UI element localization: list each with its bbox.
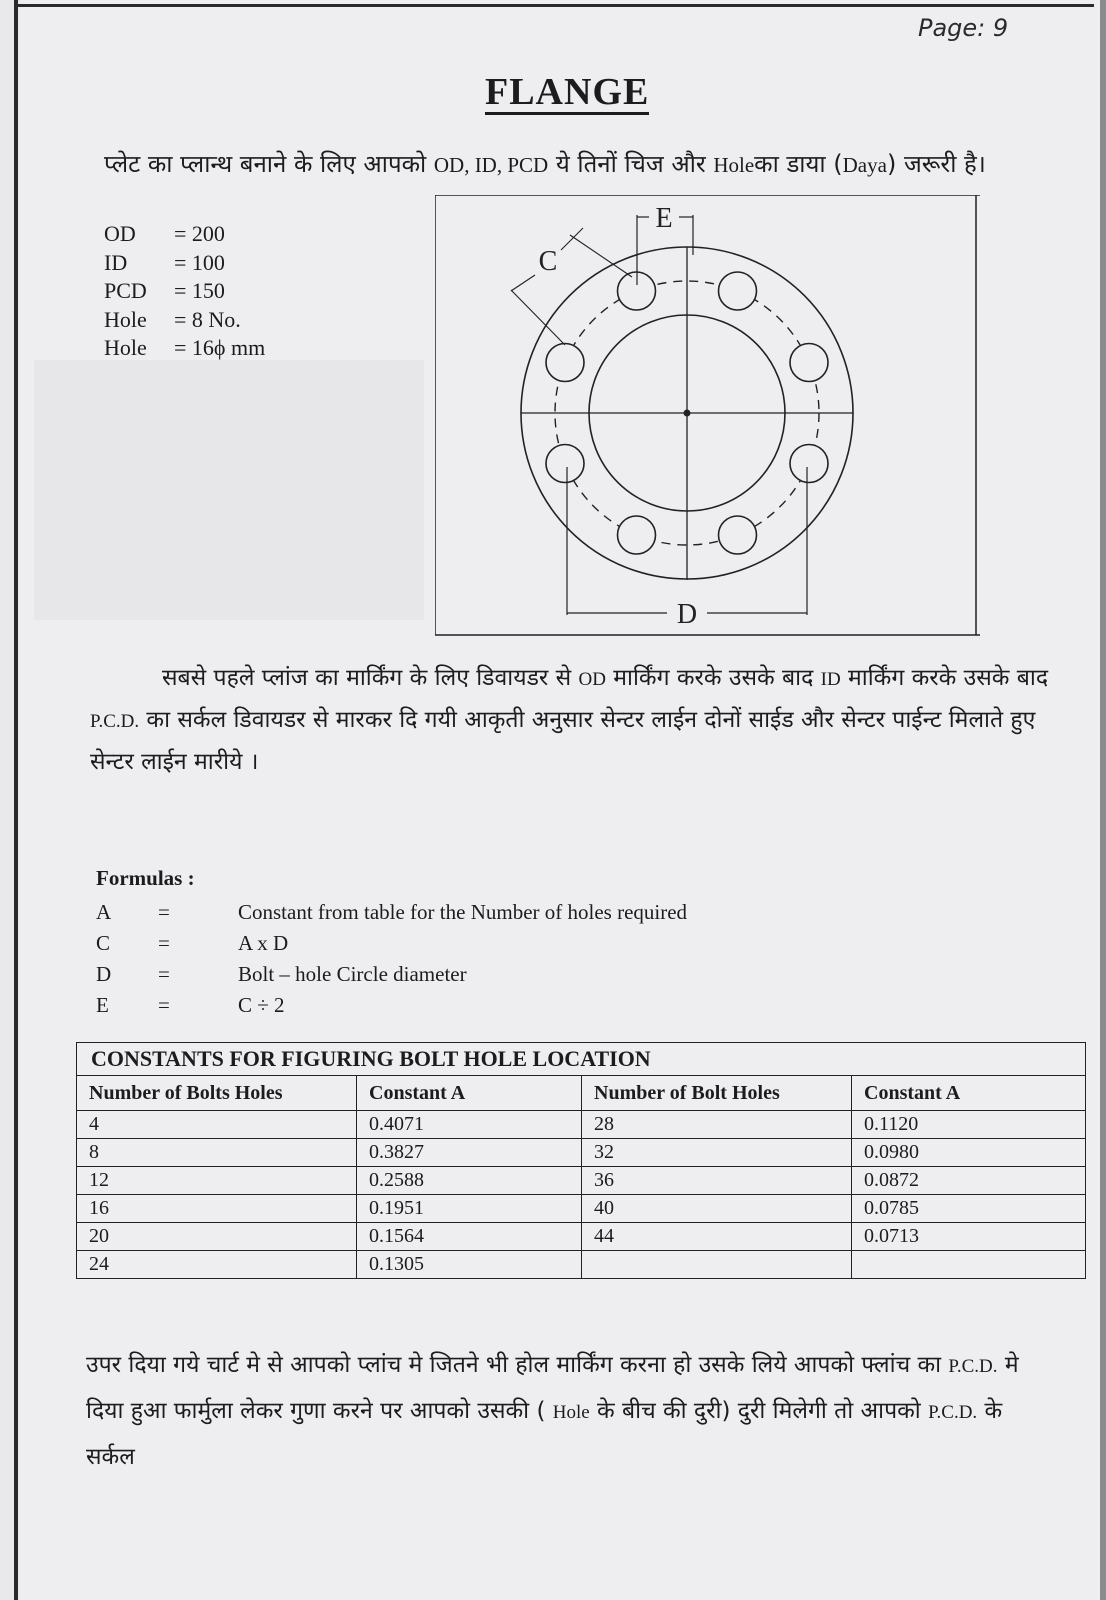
page-number: Page: 9 (918, 14, 1009, 42)
table-caption: CONSTANTS FOR FIGURING BOLT HOLE LOCATION (77, 1043, 1086, 1076)
spec-key: Hole (104, 306, 147, 332)
table-cell: 0.4071 (357, 1111, 582, 1139)
formula-equals: = (158, 931, 170, 955)
para-part: का सर्कल डिवायडर से मारकर दि गयी आकृती अनुसार सेन्टर लाईन दोनों साईड और सेन्टर पाईन्ट मिलाते हुए सेन्टर लाईन मारीये । (90, 707, 1036, 775)
spec-value: = 200 (174, 221, 225, 246)
spec-value: = 16ϕ mm (174, 335, 266, 360)
flange-drawing (435, 195, 995, 655)
bolt-hole (546, 344, 584, 382)
formulas-section (96, 866, 687, 1021)
intro-part: Hole (713, 153, 755, 177)
formula-equals: = (158, 993, 170, 1017)
constants-table (76, 1042, 1086, 1279)
spec-value: = 8 No. (174, 306, 241, 332)
closing-part: P.C.D. (948, 1356, 998, 1377)
formula-row (96, 959, 687, 990)
table-cell: 16 (77, 1195, 357, 1223)
formula-row (96, 990, 687, 1021)
table-cell: 12 (77, 1167, 357, 1195)
table-header: Constant A (852, 1076, 1086, 1111)
spec-row (104, 220, 265, 249)
bolt-hole (719, 516, 757, 554)
table-row (77, 1251, 1086, 1279)
table-row (77, 1167, 1086, 1195)
table-cell: 28 (582, 1111, 852, 1139)
table-header: Number of Bolt Holes (582, 1076, 852, 1111)
flange-diagram (435, 195, 995, 650)
dim-c-ext-2 (511, 290, 565, 345)
table-cell: 0.0980 (852, 1139, 1086, 1167)
formula-row (96, 897, 687, 928)
closing-text (86, 1343, 1056, 1479)
intro-part: OD, ID, PCD (433, 153, 549, 177)
binding-edge (14, 0, 18, 1600)
bolt-hole (790, 344, 828, 382)
table-cell: 0.1120 (852, 1111, 1086, 1139)
spec-key: OD (104, 221, 136, 246)
table-body (77, 1111, 1086, 1279)
para-part: P.C.D. (90, 711, 140, 732)
dim-d-label: D (676, 599, 698, 630)
intro-part: ) जरूरी है। (886, 150, 986, 178)
table-cell (852, 1251, 1086, 1279)
formula-equals: = (158, 900, 170, 924)
table-cell: 40 (582, 1195, 852, 1223)
table-cell: 0.1564 (357, 1223, 582, 1251)
formula-text: C ÷ 2 (238, 993, 285, 1017)
closing-part: मे दिया हुआ फार्मुला लेकर गुणा करने पर आपको उसकी ( (86, 1352, 1019, 1424)
table-cell: 44 (582, 1223, 852, 1251)
spec-value: = 100 (174, 249, 225, 275)
spec-row (104, 334, 265, 363)
table-row (77, 1111, 1086, 1139)
paper-shadow (34, 360, 424, 620)
table-cell: 4 (77, 1111, 357, 1139)
table-cell: 32 (582, 1139, 852, 1167)
formula-equals: = (158, 962, 170, 986)
table-row (77, 1139, 1086, 1167)
table-cell: 0.0872 (852, 1167, 1086, 1195)
page-title: FLANGE (485, 71, 650, 113)
bolt-hole (790, 445, 828, 483)
formulas-heading: Formulas : (96, 866, 195, 890)
table-cell (582, 1251, 852, 1279)
page-top-edge (14, 4, 1094, 7)
dim-c-line-2 (511, 275, 535, 291)
table-row (77, 1195, 1086, 1223)
dim-e-label: E (655, 203, 673, 234)
constants-table-wrap (76, 1042, 1086, 1279)
closing-part: के सर्कल (86, 1398, 1003, 1470)
formula-symbol: E (96, 993, 109, 1017)
center-point (684, 410, 691, 417)
spec-row (104, 277, 265, 306)
table-cell: 8 (77, 1139, 357, 1167)
bolt-hole (546, 445, 584, 483)
para-part: मार्किंग करके उसके बाद (840, 665, 1049, 691)
table-header: Number of Bolts Holes (77, 1076, 357, 1111)
spec-row (104, 249, 265, 278)
spec-value: = 150 (174, 278, 225, 303)
table-cell: 0.1951 (357, 1195, 582, 1223)
para-part: सबसे पहले प्लांज का मार्किंग के लिए डिवायडर से (162, 665, 579, 691)
table-cell: 36 (582, 1167, 852, 1195)
table-cell: 0.2588 (357, 1167, 582, 1195)
formula-text: Constant from table for the Number of holes required (238, 900, 688, 924)
formula-symbol: C (96, 931, 111, 955)
formula-symbol: D (96, 962, 112, 986)
flange-specs (104, 220, 265, 363)
closing-part: के बीच की दुरी) दुरी मिलेगी तो आपको (589, 1398, 929, 1424)
table-cell: 0.0713 (852, 1223, 1086, 1251)
closing-part: P.C.D. (928, 1402, 978, 1423)
intro-part: प्लेट का प्लान्थ बनाने के लिए आपको (104, 150, 434, 178)
intro-part: Daya (842, 153, 887, 177)
table-cell: 0.1305 (357, 1251, 582, 1279)
intro-part: ये तिनों चिज और (548, 150, 714, 178)
page-right-edge (1100, 0, 1106, 1600)
table-cell: 20 (77, 1223, 357, 1251)
formula-text: Bolt – hole Circle diameter (238, 962, 467, 986)
table-cell: 0.3827 (357, 1139, 582, 1167)
table-cell: 0.0785 (852, 1195, 1086, 1223)
spec-key: PCD (104, 278, 147, 303)
formula-row (96, 928, 687, 959)
closing-part: Hole (552, 1402, 590, 1423)
table-header: Constant A (357, 1076, 582, 1111)
para-part: OD (578, 669, 606, 690)
dim-c-label: C (538, 246, 558, 277)
table-cell: 24 (77, 1251, 357, 1279)
bolt-hole (719, 272, 757, 310)
intro-part: का डाया ( (754, 150, 843, 178)
para-part: ID (820, 669, 841, 690)
closing-part: उपर दिया गये चार्ट मे से आपको प्लांच मे जितने भी होल मार्किंग करना हो उसके लिये आपको फ्लांच का (86, 1352, 949, 1378)
spec-key: Hole (104, 335, 147, 360)
dim-c-line-1 (561, 228, 583, 250)
formula-symbol: A (96, 900, 112, 924)
spec-row (104, 306, 265, 335)
para-part: मार्किंग करके उसके बाद (605, 665, 821, 691)
table-header-row (77, 1076, 1086, 1111)
marking-instructions (90, 658, 1050, 782)
table-row (77, 1223, 1086, 1251)
formula-text: A x D (238, 931, 289, 955)
intro-text (104, 145, 1054, 184)
spec-key: ID (104, 249, 128, 275)
bolt-hole (618, 516, 656, 554)
